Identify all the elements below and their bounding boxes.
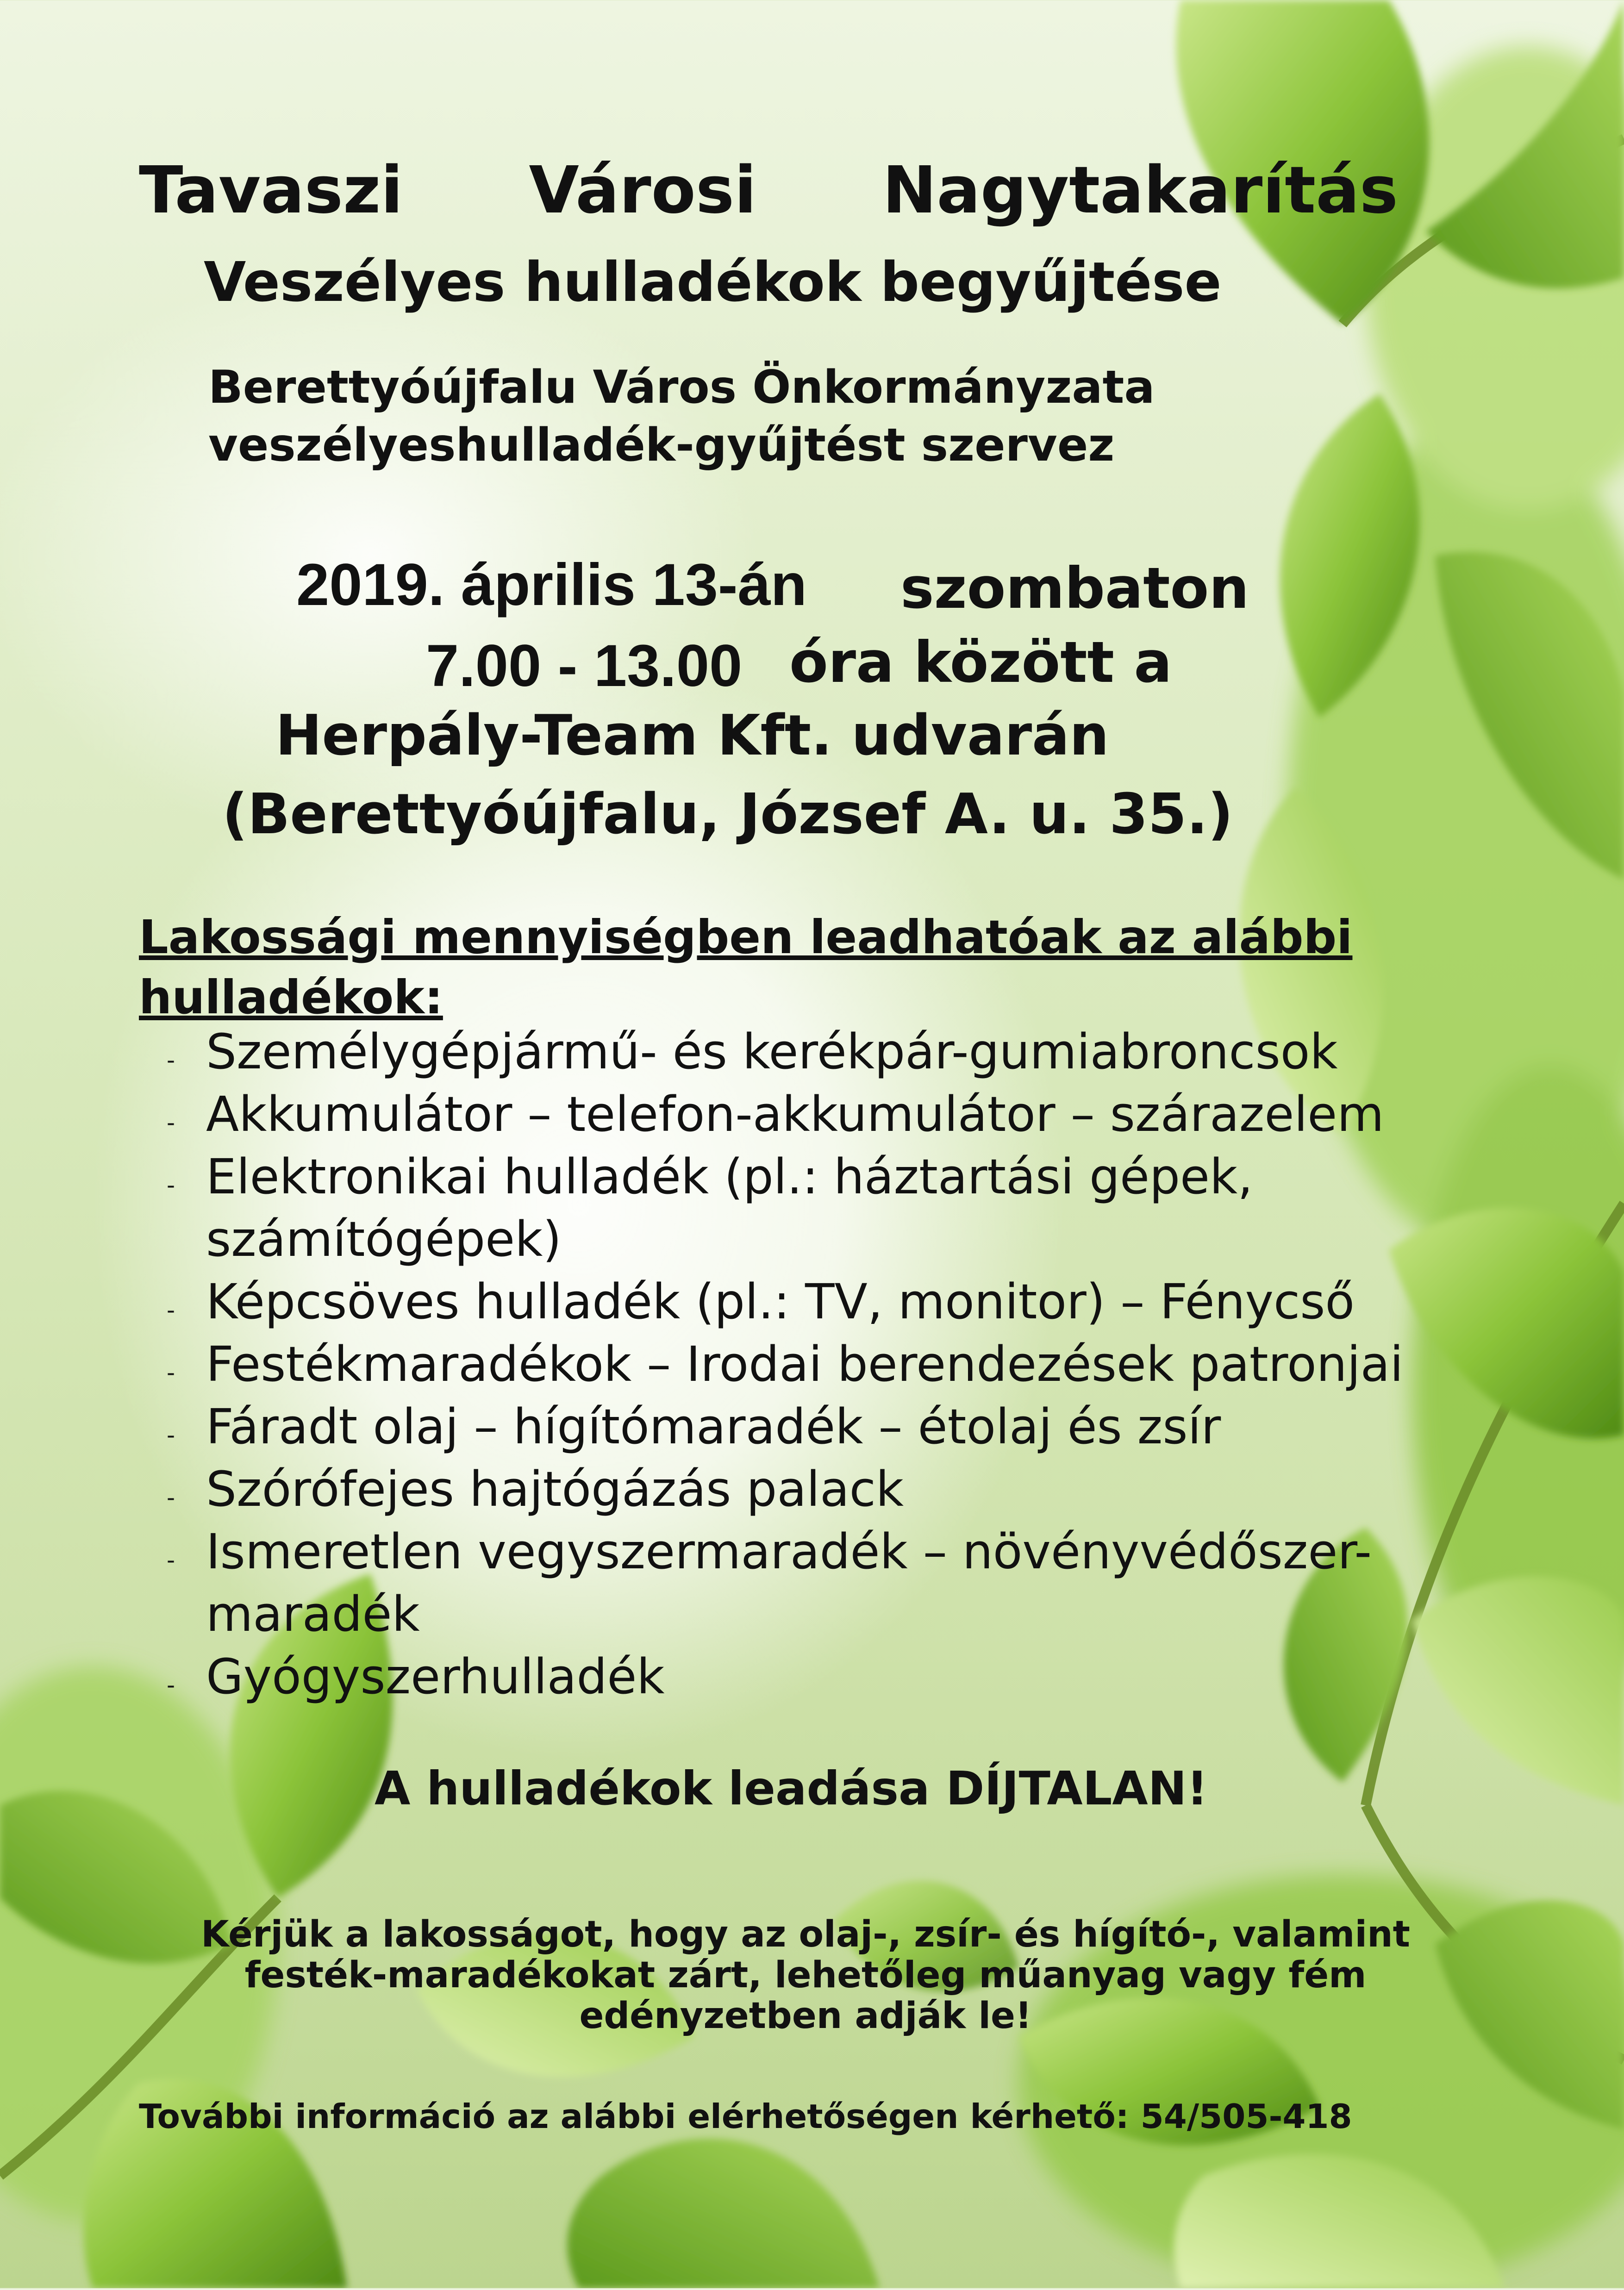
bullet-dash: -	[167, 1109, 175, 1136]
event-time-suffix: óra között a	[789, 630, 1172, 695]
bullet-dash: -	[167, 1297, 175, 1323]
bullet-dash: -	[167, 1672, 175, 1698]
free-notice-text: A hulladékok leadása DÍJTALAN!	[375, 1761, 1208, 1816]
accepted-waste-heading: Lakossági mennyiségben leadhatóak az alábbi hulladékok:	[139, 910, 1353, 1024]
list-item	[139, 1521, 1458, 1646]
poster-title	[139, 153, 1398, 228]
organizer-line-1: Berettyóújfalu Város Önkormányzata	[208, 361, 1155, 414]
bullet-dash: -	[167, 1484, 175, 1511]
event-time: 7.00 - 13.00	[426, 633, 743, 699]
bullet-dash: -	[167, 1047, 175, 1073]
contact-info: További információ az alábbi elérhetőségen kérhető: 54/505-418	[139, 2097, 1352, 2136]
event-date: 2019. április 13-án	[296, 552, 807, 618]
title-word-1: Tavaszi	[139, 153, 403, 228]
list-item	[139, 1333, 1458, 1396]
list-item-text: Akkumulátor – telefon-akkumulátor – szárazelem	[206, 1086, 1384, 1142]
list-item	[139, 1396, 1458, 1458]
list-item-text: Ismeretlen vegyszermaradék – növényvédőszer-maradék	[206, 1523, 1372, 1642]
event-address: (Berettyóújfalu, József A. u. 35.)	[222, 782, 1233, 847]
bullet-dash: -	[167, 1172, 175, 1198]
list-item-text: Elektronikai hulladék (pl.: háztartási gépek, számítógépek)	[206, 1148, 1253, 1267]
free-notice	[0, 1761, 1624, 1816]
list-item	[139, 1458, 1458, 1521]
organizer-line-2: veszélyeshulladék-gyűjtést szervez	[208, 419, 1115, 472]
title-word-3: Nagytakarítás	[882, 153, 1398, 228]
list-item-text: Képcsöves hulladék (pl.: TV, monitor) – Fénycső	[206, 1273, 1355, 1330]
list-item-text: Festékmaradékok – Irodai berendezések patronjai	[206, 1336, 1404, 1392]
list-item	[139, 1646, 1458, 1708]
list-item-text: Fáradt olaj – hígítómaradék – étolaj és zsír	[206, 1398, 1221, 1455]
bullet-dash: -	[167, 1359, 175, 1386]
list-item	[139, 1271, 1458, 1333]
list-item-text: Személygépjármű- és kerékpár-gumiabroncsok	[206, 1023, 1338, 1080]
list-item	[139, 1146, 1458, 1271]
event-place: Herpály-Team Kft. udvarán	[275, 704, 1109, 768]
bullet-dash: -	[167, 1547, 175, 1573]
bullet-dash: -	[167, 1422, 175, 1448]
list-item	[139, 1083, 1458, 1146]
accepted-waste-list	[139, 1021, 1458, 1708]
poster-subtitle: Veszélyes hulladékok begyűjtése	[204, 250, 1222, 314]
list-item-text: Szórófejes hajtógázás palack	[206, 1461, 904, 1517]
container-request: Kérjük a lakosságot, hogy az olaj-, zsír- és hígító-, valamint festék-maradékokat zárt, lehetőleg műanyag vagy fém edényzetben adják le!	[201, 1914, 1410, 2037]
event-day: szombaton	[900, 555, 1249, 621]
list-item	[139, 1021, 1458, 1083]
title-word-2: Városi	[529, 153, 757, 228]
list-item-text: Gyógyszerhulladék	[206, 1648, 665, 1705]
